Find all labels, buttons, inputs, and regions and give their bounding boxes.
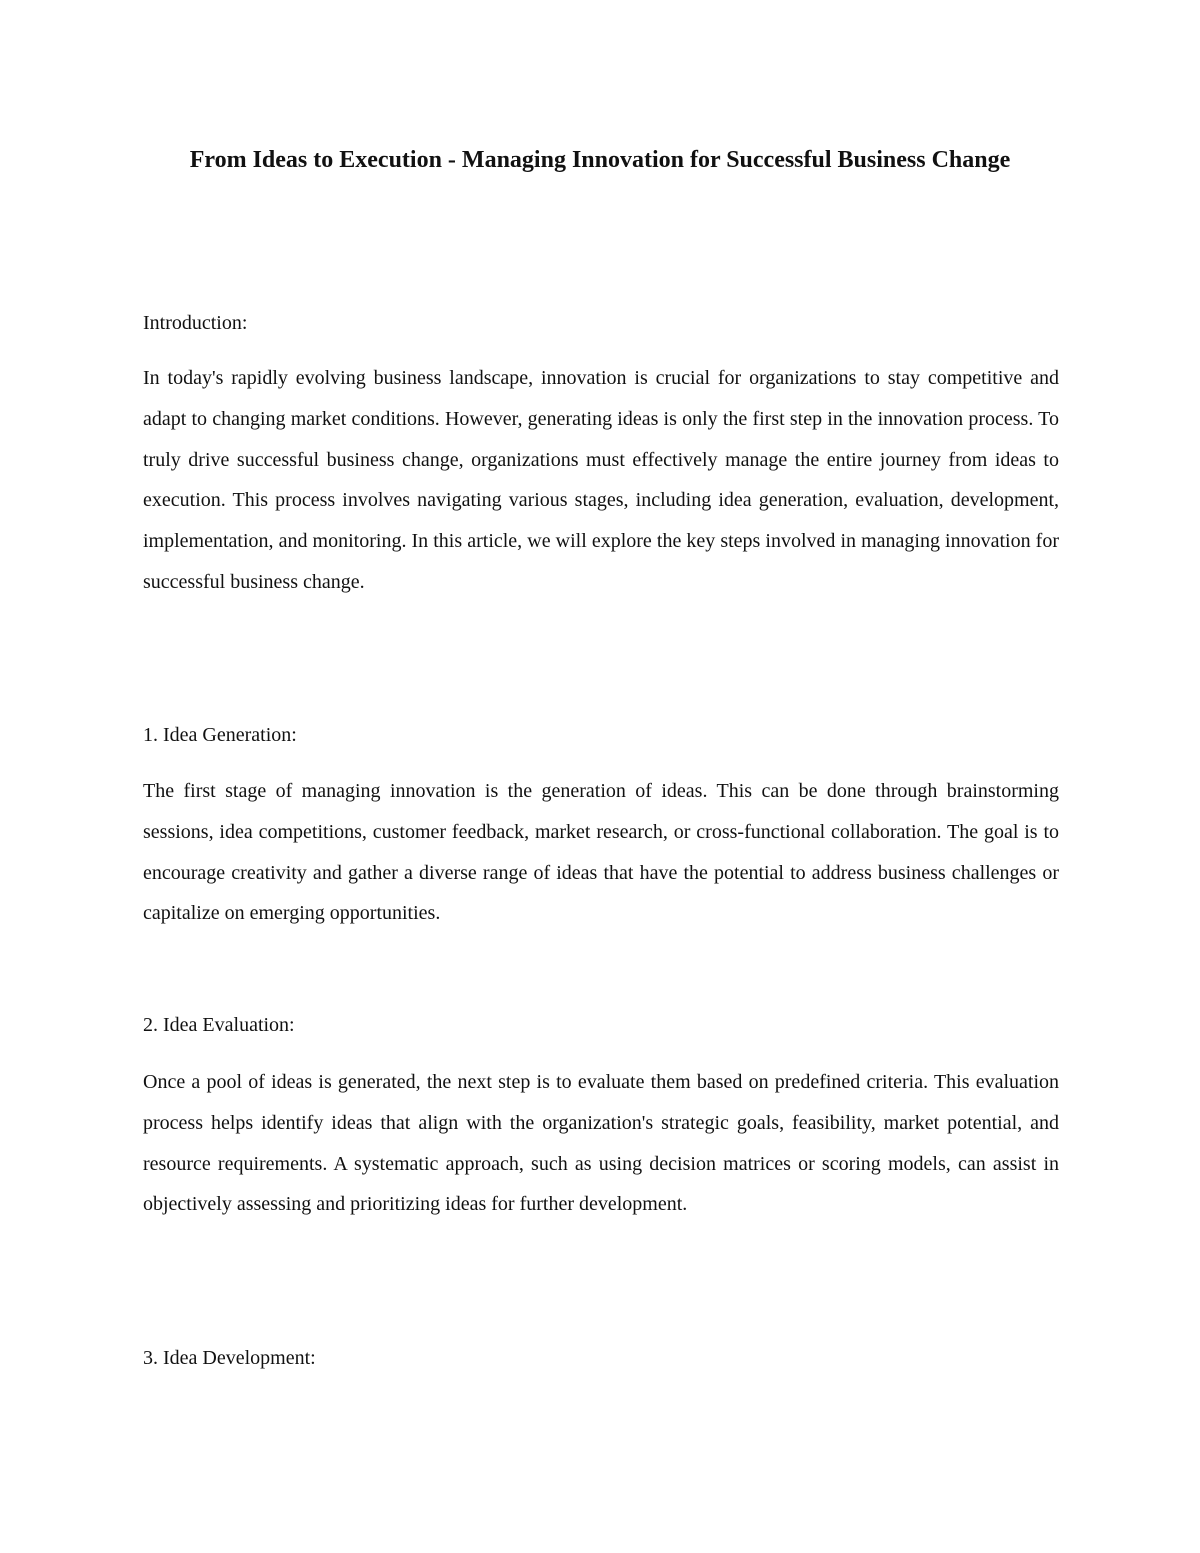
section-paragraph-idea-evaluation: Once a pool of ideas is generated, the next step is to evaluate them based on predefined criteria. This evaluation process helps identify ideas that align with the organization's strategic goals, feasibility, market potential, and resource requirements. A systematic approach, such as using decision matrices or scoring models, can assist in objectively assessing and prioritizing ideas for further development. [143, 1071, 1059, 1216]
section-heading-idea-development: 3. Idea Development: [143, 1347, 316, 1369]
intro-heading: Introduction: [143, 312, 248, 334]
intro-paragraph: In today's rapidly evolving business landscape, innovation is crucial for organizations to stay competitive and adapt to changing market conditions. However, generating ideas is only the first step in the innovation process. To truly drive successful business change, organizations must effectively manage the entire journey from ideas to execution. This process involves navigating various stages, including idea generation, evaluation, development, implementation, and monitoring. In this article, we will explore the key steps involved in managing innovation for successful business change. [143, 367, 1059, 593]
section-heading-idea-generation: 1. Idea Generation: [143, 724, 297, 746]
section-heading-idea-evaluation: 2. Idea Evaluation: [143, 1014, 295, 1036]
section-paragraph-idea-generation: The first stage of managing innovation is the generation of ideas. This can be done through brainstorming sessions, idea competitions, customer feedback, market research, or cross-functional collaboration. The goal is to encourage creativity and gather a diverse range of ideas that have the potential to address business challenges or capitalize on emerging opportunities. [143, 780, 1059, 925]
document-title: From Ideas to Execution - Managing Innovation for Successful Business Change [189, 147, 1011, 173]
